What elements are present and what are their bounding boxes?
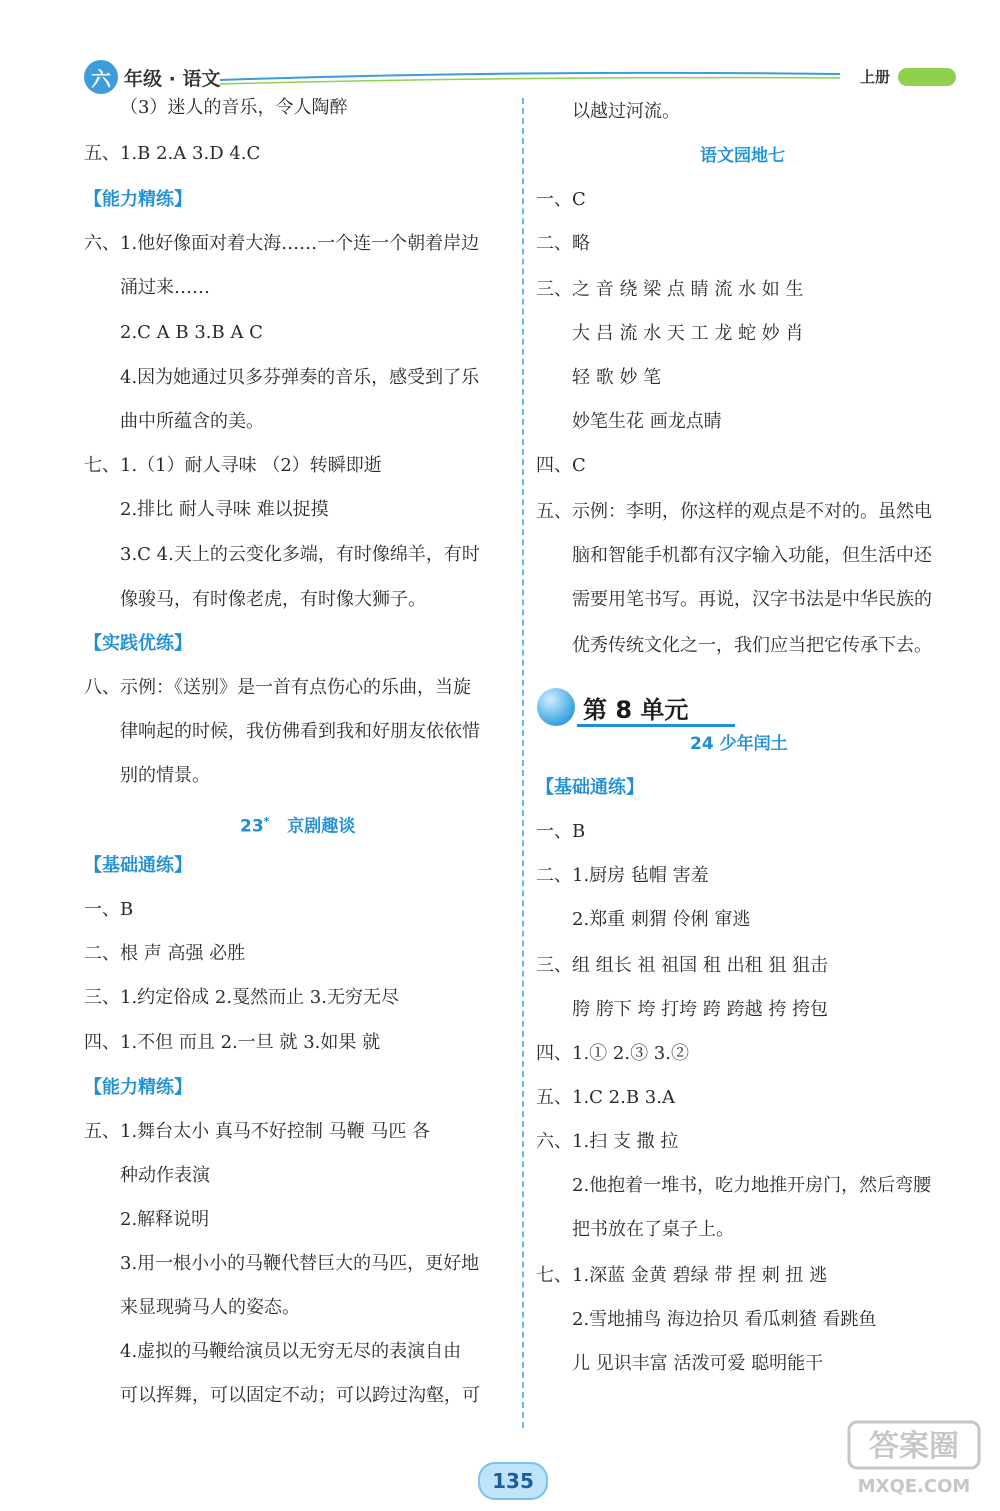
answer-line: 三、组 组长 祖 祖国 租 出租 狙 狙击 (536, 955, 829, 976)
answer-line: 妙笔生花 画龙点睛 (572, 411, 722, 432)
answer-line: 六、1.扫 支 撒 拉 (536, 1131, 679, 1152)
svg-text:答案圈: 答案圈 (869, 1429, 959, 1464)
answer-line: 2.解释说明 (120, 1209, 210, 1230)
lesson-title: 24 少年闰土 (690, 734, 788, 754)
answer-line: 3.用一根小小的马鞭代替巨大的马匹，更好地 (120, 1253, 480, 1274)
answer-line: 一、B (84, 899, 134, 920)
answer-line: 3.C 4.天上的云变化多端，有时像绵羊，有时 (120, 544, 480, 565)
answer-line: 种动作表演 (120, 1165, 210, 1186)
answer-line: 一、C (536, 189, 586, 210)
unit-ball-icon (537, 688, 575, 726)
answer-line: 六、1.他好像面对着大海……一个连一个朝着岸边 (84, 233, 480, 254)
answer-line: 二、略 (536, 233, 590, 254)
answer-line: 二、根 声 高强 必胜 (84, 943, 246, 964)
page-number: 135 (478, 1462, 548, 1500)
unit-banner (537, 688, 707, 728)
answer-line: 可以挥舞，可以固定不动；可以跨过沟壑，可 (120, 1385, 480, 1406)
answer-line: 二、1.厨房 毡帽 害羞 (536, 865, 709, 886)
answer-line: 七、1.深蓝 金黄 碧绿 带 捏 刺 扭 逃 (536, 1265, 828, 1286)
answer-line: 4.因为她通过贝多芬弹奏的音乐，感受到了乐 (120, 367, 480, 388)
watermark-logo (845, 1418, 985, 1500)
lesson-mark: * (263, 815, 270, 828)
answer-line: 像骏马，有时像老虎，有时像大狮子。 (120, 589, 426, 610)
answer-line: 五、示例：李明，你这样的观点是不对的。虽然电 (536, 501, 932, 522)
answer-line: 以越过河流。 (572, 101, 680, 122)
answer-line: 脑和智能手机都有汉字输入功能，但生活中还 (572, 545, 932, 566)
svg-text:MXQE.COM: MXQE.COM (857, 1476, 971, 1497)
answer-line: 把书放在了桌子上。 (572, 1219, 734, 1240)
section-tag: 【能力精练】 (84, 189, 192, 210)
lesson-number: 23 (240, 816, 264, 837)
lesson-title (240, 808, 355, 841)
section-tag: 【基础通练】 (536, 777, 644, 798)
answer-line: 三、1.约定俗成 2.戛然而止 3.无穷无尽 (84, 987, 399, 1008)
answer-line: 2.他抱着一堆书，吃力地推开房门，然后弯腰 (572, 1175, 932, 1196)
subject-title: 年级 · 语文 (124, 68, 221, 90)
answer-line: 四、1.不但 而且 2.一旦 就 3.如果 就 (84, 1032, 381, 1053)
answer-line: 三、之 音 绕 梁 点 睛 流 水 如 生 (536, 279, 804, 300)
answer-line: 大 吕 流 水 天 工 龙 蛇 妙 肖 (572, 323, 804, 344)
series-badge (898, 68, 956, 86)
answer-line: 涌过来…… (120, 277, 210, 298)
section-tag: 【能力精练】 (84, 1077, 192, 1098)
answer-line: 2.雪地捕鸟 海边拾贝 看瓜刺猹 看跳鱼 (572, 1309, 877, 1330)
answer-line: 轻 歌 妙 笔 (572, 367, 662, 388)
header-swoosh-decoration (220, 62, 840, 92)
lesson-name: 京剧趣谈 (287, 816, 356, 837)
section-tag: 【基础通练】 (84, 855, 192, 876)
answer-line: 胯 胯下 垮 打垮 跨 跨越 挎 挎包 (572, 999, 829, 1020)
answer-line: （3）迷人的音乐，令人陶醉 (120, 97, 348, 118)
garden-title: 语文园地七 (700, 146, 785, 166)
volume-label: 上册 (860, 68, 891, 86)
answer-line: 五、1.B 2.A 3.D 4.C (84, 143, 261, 164)
section-tag: 【实践优练】 (84, 633, 192, 654)
answer-line: 五、1.舞台太小 真马不好控制 马鞭 马匹 各 (84, 1121, 431, 1142)
answer-line: 来显现骑马人的姿态。 (120, 1297, 300, 1318)
column-divider (522, 98, 524, 1428)
answer-line: 2.郑重 刺猬 伶俐 窜逃 (572, 909, 751, 930)
answer-line: 优秀传统文化之一，我们应当把它传承下去。 (572, 635, 932, 656)
answer-line: 律响起的时候，我仿佛看到我和好朋友依依惜 (120, 721, 480, 742)
page-header (0, 0, 1000, 95)
answer-line: 别的情景。 (120, 765, 210, 786)
answer-line: 曲中所蕴含的美。 (120, 411, 264, 432)
answer-line: 需要用笔书写。再说，汉字书法是中华民族的 (572, 589, 932, 610)
answer-line: 八、示例：《送别》是一首有点伤心的乐曲，当旋 (84, 677, 471, 698)
answer-line: 儿 见识丰富 活泼可爱 聪明能干 (572, 1353, 824, 1374)
answer-line: 2.排比 耐人寻味 难以捉摸 (120, 499, 329, 520)
answer-line: 五、1.C 2.B 3.A (536, 1087, 675, 1108)
answer-line: 四、1.① 2.③ 3.② (536, 1043, 689, 1064)
answer-line: 2.C A B 3.B A C (120, 322, 263, 343)
unit-underline (577, 724, 735, 727)
grade-badge: 六 (84, 60, 118, 94)
answer-line: 4.虚拟的马鞭给演员以无穷无尽的表演自由 (120, 1341, 462, 1362)
answer-line: 四、C (536, 455, 586, 476)
answer-line: 七、1.（1）耐人寻味 （2）转瞬即逝 (84, 455, 382, 476)
unit-title: 第 8 单元 (583, 696, 689, 724)
answer-line: 一、B (536, 821, 586, 842)
